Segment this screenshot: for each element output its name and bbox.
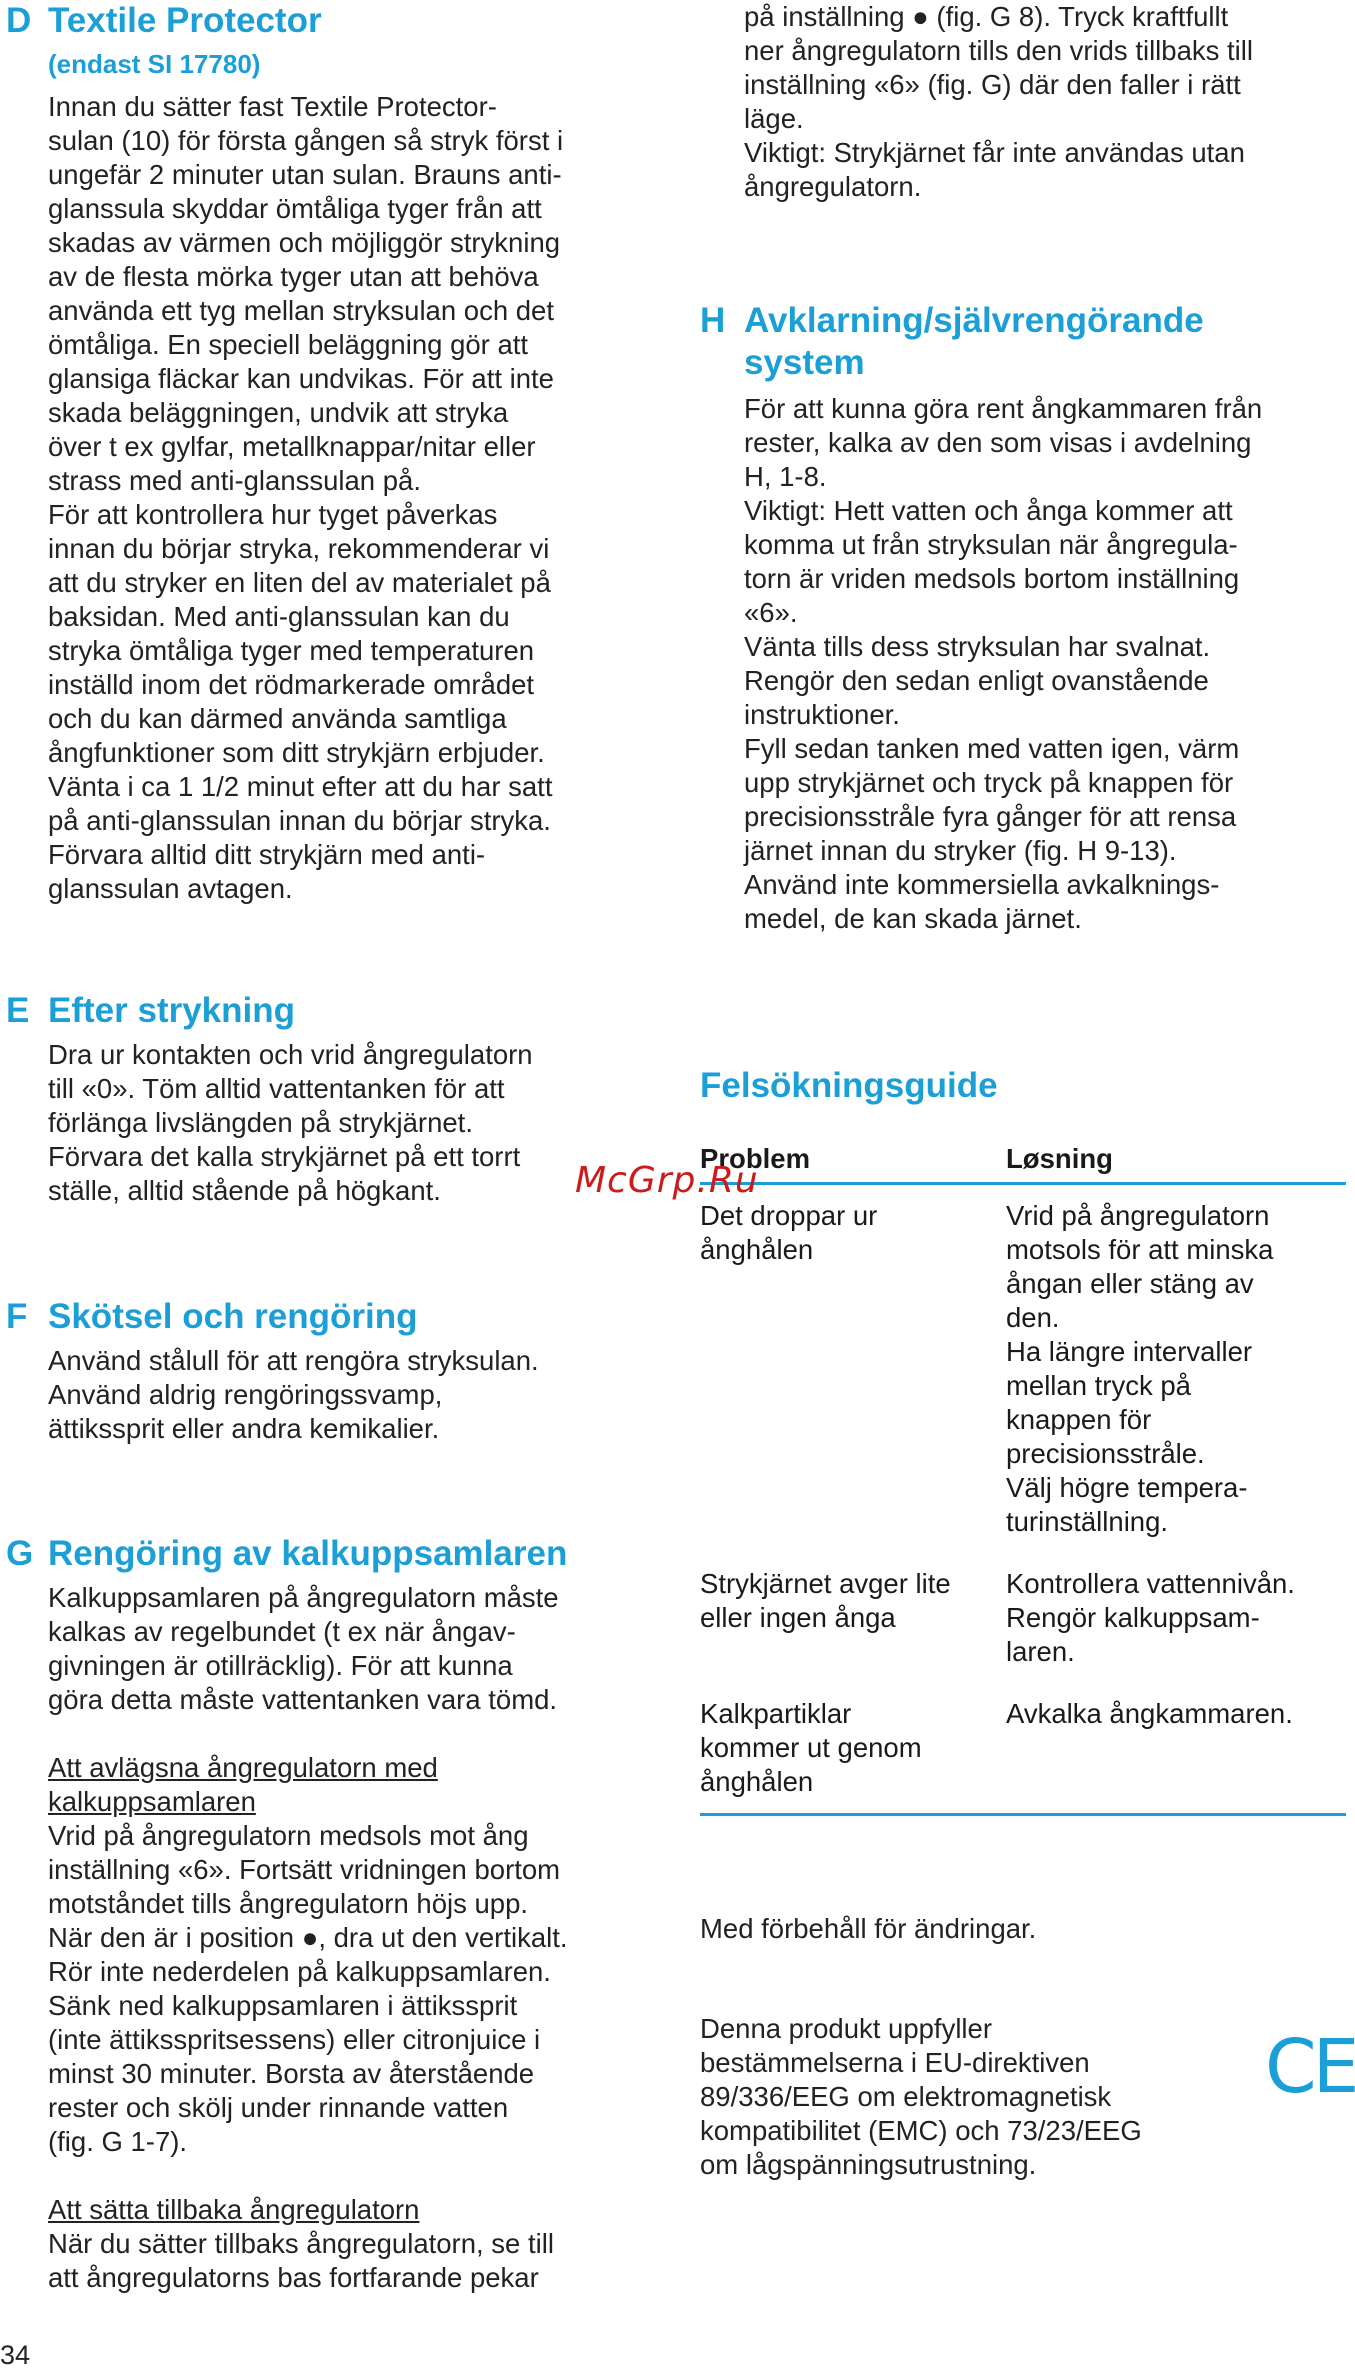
text-line: minst 30 minuter. Borsta av återstående xyxy=(48,2058,535,2089)
text-line: Vänta tills dess stryksulan har svalnat. xyxy=(744,631,1211,662)
section-e-body xyxy=(48,1038,650,1208)
section-g-title: Rengöring av kalkuppsamlaren xyxy=(48,1534,568,1573)
guide-row xyxy=(700,1697,1346,1799)
text-line: använda ett tyg mellan stryksulan och det xyxy=(48,295,554,326)
guide-bottom-rule xyxy=(700,1813,1346,1816)
text-line: medel, de kan skada järnet. xyxy=(744,903,1082,934)
text-line: glanssulan avtagen. xyxy=(48,873,293,904)
text-line: Vrid på ångregulatorn medsols mot ång xyxy=(48,1820,529,1851)
text-line: ungefär 2 minuter utan sulan. Brauns anti- xyxy=(48,159,562,190)
text-line: När den är i position ●, dra ut den vertikalt. xyxy=(48,1922,568,1953)
text-line: att du stryker en liten del av materialet på xyxy=(48,567,551,598)
section-h-title-line: system xyxy=(744,343,865,382)
section-f xyxy=(0,1296,650,1446)
section-h-body xyxy=(744,392,1346,936)
remove-heading: kalkuppsamlaren xyxy=(48,1786,256,1817)
text-line: Sänk ned kalkuppsamlaren i ättikssprit xyxy=(48,1990,518,2021)
text-line: ömtåliga. En speciell beläggning gör att xyxy=(48,329,529,360)
text-line: glansiga fläckar kan undvikas. För att inte xyxy=(48,363,554,394)
section-e-letter: E xyxy=(6,991,30,1030)
text-line: och du kan därmed använda samtliga xyxy=(48,703,507,734)
text-line: Rengör kalkuppsam- xyxy=(1006,1602,1260,1633)
guide-problem-cell xyxy=(700,1199,1006,1539)
text-line: Kalkpartiklar xyxy=(700,1698,852,1729)
text-line: instruktioner. xyxy=(744,699,900,730)
text-line: Kontrollera vattennivån. xyxy=(1006,1568,1295,1599)
replace-heading: Att sätta tillbaka ångregulatorn xyxy=(48,2194,420,2225)
text-line: komma ut från stryksulan när ångregula- xyxy=(744,529,1238,560)
text-line: Använd inte kommersiella avkalknings- xyxy=(744,869,1220,900)
watermark: McGrp.Ru xyxy=(575,1160,759,1201)
text-line: «6». xyxy=(744,597,798,628)
guide-title: Felsökningsguide xyxy=(700,1066,998,1105)
text-line: Fyll sedan tanken med vatten igen, värm xyxy=(744,733,1240,764)
section-d xyxy=(0,0,650,906)
section-g xyxy=(0,1533,650,2295)
text-line: baksidan. Med anti-glanssulan kan du xyxy=(48,601,510,632)
section-e xyxy=(0,990,650,1208)
text-line: precisionsstråle fyra gånger för att rensa xyxy=(744,801,1237,832)
text-line: strass med anti-glanssulan på. xyxy=(48,465,421,496)
text-line: göra detta måste vattentanken vara tömd. xyxy=(48,1684,558,1715)
text-line: ånghålen xyxy=(700,1766,814,1797)
text-line: Innan du sätter fast Textile Protector- xyxy=(48,91,497,122)
text-line: precisionsstråle. xyxy=(1006,1438,1205,1469)
text-line: till «0». Töm alltid vattentanken för att xyxy=(48,1073,505,1104)
text-line: motståndet tills ångregulatorn höjs upp. xyxy=(48,1888,529,1919)
text-line: För att kontrollera hur tyget påverkas xyxy=(48,499,498,530)
section-d-subtitle: (endast SI 17780) xyxy=(48,49,261,79)
text-line: Dra ur kontakten och vrid ångregulatorn xyxy=(48,1039,533,1070)
text-line: inställning «6» (fig. G) där den faller i rätt xyxy=(744,69,1241,100)
text-line: av de flesta mörka tyger utan att behöva xyxy=(48,261,539,292)
text-line: Strykjärnet avger lite xyxy=(700,1568,951,1599)
guide-header-row xyxy=(700,1142,1346,1185)
section-d-title: Textile Protector xyxy=(48,1,322,40)
text-line: torn är vriden medsols bortom inställning xyxy=(744,563,1240,594)
guide-row xyxy=(700,1567,1346,1669)
text-line: Förvara alltid ditt strykjärn med anti- xyxy=(48,839,486,870)
guide-problem-cell xyxy=(700,1697,1006,1799)
section-h-letter: H xyxy=(700,301,726,340)
text-line: kompatibilitet (EMC) och 73/23/EEG xyxy=(700,2115,1142,2146)
text-line: ångregulatorn. xyxy=(744,171,922,202)
text-line: ner ångregulatorn tills den vrids tillbaks till xyxy=(744,35,1253,66)
disclaimer: Med förbehåll för ändringar. xyxy=(700,1913,1037,1944)
text-line: förlänga livslängden på strykjärnet. xyxy=(48,1107,473,1138)
text-line: För att kunna göra rent ångkammaren från xyxy=(744,393,1263,424)
text-line: givningen är otillräcklig). För att kunna xyxy=(48,1650,513,1681)
text-line: Förvara det kalla strykjärnet på ett torrt xyxy=(48,1141,521,1172)
text-line: Viktigt: Strykjärnet får inte användas utan xyxy=(744,137,1245,168)
guide-solution-cell xyxy=(1006,1697,1346,1799)
text-line: Denna produkt uppfyller xyxy=(700,2013,992,2044)
text-line: Ha längre intervaller xyxy=(1006,1336,1253,1367)
page-number: 34 xyxy=(0,2340,31,2370)
text-line: Viktigt: Hett vatten och ånga kommer att xyxy=(744,495,1233,526)
text-line: kommer ut genom xyxy=(700,1732,922,1763)
ce-mark-icon: CE xyxy=(1265,2024,1355,2110)
text-line: om lågspänningsutrustning. xyxy=(700,2149,1037,2180)
section-g-continued-body xyxy=(744,0,1346,204)
guide-header-problem: Problem xyxy=(700,1143,811,1174)
section-d-body xyxy=(48,90,650,906)
text-line: sulan (10) för första gången så stryk först i xyxy=(48,125,564,156)
section-h-title-line: Avklarning/självrengörande xyxy=(744,301,1204,340)
section-f-title: Skötsel och rengöring xyxy=(48,1297,418,1336)
text-line: mellan tryck på xyxy=(1006,1370,1191,1401)
text-line: ånghålen xyxy=(700,1234,814,1265)
text-line: När du sätter tillbaks ångregulatorn, se till xyxy=(48,2228,554,2259)
guide-table xyxy=(700,1142,1346,1816)
guide-row xyxy=(700,1199,1346,1539)
text-line: Använd stålull för att rengöra stryksulan. xyxy=(48,1345,539,1376)
text-line: knappen för xyxy=(1006,1404,1152,1435)
section-g-continued xyxy=(700,0,1346,204)
text-line: Kalkuppsamlaren på ångregulatorn måste xyxy=(48,1582,559,1613)
compliance-text xyxy=(700,2012,1142,2182)
text-line: järnet innan du stryker (fig. H 9-13). xyxy=(744,835,1177,866)
text-line: turinställning. xyxy=(1006,1506,1169,1537)
section-d-letter: D xyxy=(6,1,32,40)
text-line: på inställning ● (fig. G 8). Tryck kraftfullt xyxy=(744,1,1229,32)
text-line: H, 1-8. xyxy=(744,461,827,492)
text-line: skadas av värmen och möjliggör strykning xyxy=(48,227,561,258)
text-line: skada beläggningen, undvik att stryka xyxy=(48,397,509,428)
text-line: den. xyxy=(1006,1302,1060,1333)
text-line: 89/336/EEG om elektromagnetisk xyxy=(700,2081,1112,2112)
text-line: inställning «6». Fortsätt vridningen bortom xyxy=(48,1854,561,1885)
text-line: att ångregulatorns bas fortfarande pekar xyxy=(48,2262,539,2293)
text-line: över t ex gylfar, metallknappar/nitar eller xyxy=(48,431,536,462)
section-e-title: Efter strykning xyxy=(48,991,295,1030)
text-line: innan du börjar stryka, rekommenderar vi xyxy=(48,533,550,564)
section-h xyxy=(700,300,1346,936)
text-line: bestämmelserna i EU-direktiven xyxy=(700,2047,1090,2078)
text-line: ställe, alltid stående på högkant. xyxy=(48,1175,441,1206)
text-line: på anti-glanssulan innan du börjar stryka. xyxy=(48,805,551,836)
guide-problem-cell xyxy=(700,1567,1006,1669)
guide-solution-cell xyxy=(1006,1199,1346,1539)
text-line: Rör inte nederdelen på kalkuppsamlaren. xyxy=(48,1956,551,1987)
text-line: läge. xyxy=(744,103,804,134)
guide-header-solution: Løsning xyxy=(1006,1143,1113,1174)
text-line: glanssula skyddar ömtåliga tyger från att xyxy=(48,193,542,224)
text-line: kalkas av regelbundet (t ex när ångav- xyxy=(48,1616,516,1647)
guide-solution-cell xyxy=(1006,1567,1346,1669)
text-line: ångfunktioner som ditt strykjärn erbjuder. xyxy=(48,737,545,768)
text-line: stryka ömtåliga tyger med temperaturen xyxy=(48,635,535,666)
text-line: Rengör den sedan enligt ovanstående xyxy=(744,665,1209,696)
section-f-body xyxy=(48,1344,650,1446)
text-line: Det droppar ur xyxy=(700,1200,878,1231)
text-line: Avkalka ångkammaren. xyxy=(1006,1698,1293,1729)
text-line: motsols för att minska xyxy=(1006,1234,1274,1265)
text-line: (inte ättiksspritsessens) eller citronjuice i xyxy=(48,2024,541,2055)
text-line: Välj högre tempera- xyxy=(1006,1472,1248,1503)
section-g-body xyxy=(48,1581,650,2295)
text-line: ångan eller stäng av xyxy=(1006,1268,1254,1299)
text-line: Vänta i ca 1 1/2 minut efter att du har satt xyxy=(48,771,553,802)
section-g-letter: G xyxy=(6,1534,34,1573)
text-line: rester, kalka av den som visas i avdelning xyxy=(744,427,1252,458)
text-line: upp strykjärnet och tryck på knappen för xyxy=(744,767,1234,798)
text-line: inställd inom det rödmarkerade området xyxy=(48,669,535,700)
text-line: ättikssprit eller andra kemikalier. xyxy=(48,1413,440,1444)
text-line: laren. xyxy=(1006,1636,1075,1667)
section-f-letter: F xyxy=(6,1297,28,1336)
remove-heading: Att avlägsna ångregulatorn med xyxy=(48,1752,438,1783)
section-h-title xyxy=(744,300,1346,384)
text-line: Vrid på ångregulatorn xyxy=(1006,1200,1270,1231)
text-line: (fig. G 1-7). xyxy=(48,2126,188,2157)
text-line: eller ingen ånga xyxy=(700,1602,896,1633)
text-line: rester och skölj under rinnande vatten xyxy=(48,2092,509,2123)
text-line: Använd aldrig rengöringssvamp, xyxy=(48,1379,443,1410)
